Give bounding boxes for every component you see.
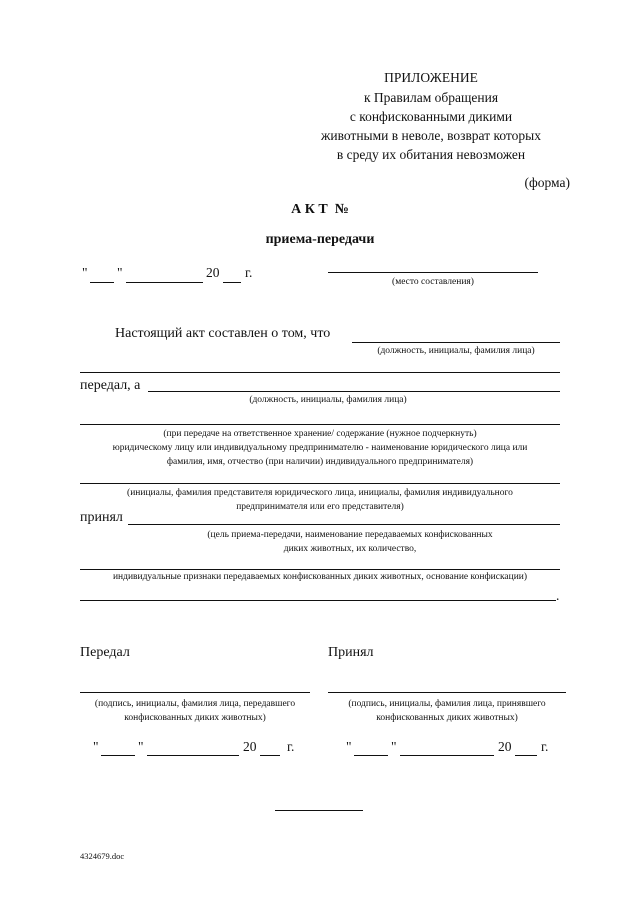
signature-right-title: Принял xyxy=(328,645,374,660)
date-quote-open: " xyxy=(93,739,99,754)
appendix-line: с конфискованными дикими xyxy=(349,109,513,124)
legal-entity-field[interactable] xyxy=(80,424,560,425)
act-subtitle: приема-передачи xyxy=(265,232,375,247)
form-label: (форма) xyxy=(524,175,570,190)
date-quote-close: " xyxy=(138,739,144,754)
final-field[interactable] xyxy=(80,600,556,601)
end-dot: . xyxy=(556,588,560,603)
date-day-field[interactable] xyxy=(101,755,135,756)
footer-filename: 4324679.doc xyxy=(80,851,125,861)
representative-field[interactable] xyxy=(80,483,560,484)
date-year-prefix: 20 xyxy=(498,739,512,754)
date-quote-open: " xyxy=(346,739,352,754)
date-year-suffix: г. xyxy=(541,739,549,754)
position-name-caption: (должность, инициалы, фамилия лица) xyxy=(377,346,535,356)
date-day-field[interactable] xyxy=(90,282,114,283)
blank-line[interactable] xyxy=(80,372,560,373)
date-year-field[interactable] xyxy=(515,755,537,756)
transfer-caption-line: фамилия, имя, отчество (при наличии) индивидуального предпринимателя) xyxy=(166,457,474,467)
date-month-field[interactable] xyxy=(126,282,203,283)
signature-right-caption xyxy=(328,697,566,725)
appendix-line: в среду их обитания невозможен xyxy=(336,147,526,162)
signature-right-field[interactable] xyxy=(328,692,566,693)
accepted-field[interactable] xyxy=(128,524,560,525)
signature-left-field[interactable] xyxy=(80,692,310,693)
purpose-caption-line: диких животных, их количество, xyxy=(283,544,417,554)
date-quote-open: " xyxy=(82,265,88,280)
purpose-caption-line: (цель приема-передачи, наименование передаваемых конфискованных xyxy=(207,530,493,540)
transfer-caption xyxy=(80,427,560,469)
date-month-field[interactable] xyxy=(400,755,494,756)
signature-left-caption-line: конфискованных диких животных) xyxy=(124,713,266,723)
appendix-line: к Правилам обращения xyxy=(363,90,499,105)
features-field[interactable] xyxy=(80,569,560,570)
bottom-divider xyxy=(275,810,363,811)
purpose-caption xyxy=(150,528,550,556)
recipient-field[interactable] xyxy=(148,391,560,392)
date-day-field[interactable] xyxy=(354,755,388,756)
signature-left-caption-line: (подпись, инициалы, фамилия лица, передавшего xyxy=(94,699,296,709)
date-year-suffix: г. xyxy=(245,265,253,280)
position-name-field[interactable] xyxy=(352,342,560,343)
signature-left-title: Передал xyxy=(80,645,130,660)
representative-caption xyxy=(80,486,560,514)
place-field[interactable] xyxy=(328,272,538,273)
date-year-prefix: 20 xyxy=(206,265,220,280)
intro-text: Настоящий акт составлен о том, что xyxy=(115,326,331,341)
signature-right-caption-line: конфискованных диких животных) xyxy=(376,713,518,723)
place-caption: (место составления) xyxy=(392,277,474,287)
date-year-field[interactable] xyxy=(223,282,241,283)
transferred-label: передал, а xyxy=(80,378,141,393)
signature-left-caption xyxy=(80,697,310,725)
date-quote-close: " xyxy=(117,265,123,280)
act-title: А К Т № xyxy=(291,202,349,217)
position-name-caption-2: (должность, инициалы, фамилия лица) xyxy=(249,395,407,405)
date-quote-close: " xyxy=(391,739,397,754)
date-year-suffix: г. xyxy=(287,739,295,754)
date-month-field[interactable] xyxy=(147,755,239,756)
signature-right-caption-line: (подпись, инициалы, фамилия лица, принявшего xyxy=(348,699,546,709)
transfer-caption-line: (при передаче на ответственное хранение/ содержание (нужное подчеркнуть) xyxy=(163,429,477,439)
appendix-line: животными в неволе, возврат которых xyxy=(321,128,541,143)
date-year-field[interactable] xyxy=(260,755,280,756)
appendix-title: ПРИЛОЖЕНИЕ xyxy=(384,70,478,85)
features-caption: индивидуальные признаки передаваемых конфискованных диких животных, основание конфискации) xyxy=(112,572,528,582)
date-year-prefix: 20 xyxy=(243,739,257,754)
representative-caption-line: предпринимателя или его представителя) xyxy=(236,502,404,512)
representative-caption-line: (инициалы, фамилия представителя юридического лица, инициалы, фамилия индивидуального xyxy=(127,488,513,498)
transfer-caption-line: юридическому лицу или индивидуальному предпринимателю - наименование юридического лица или xyxy=(112,443,528,453)
accepted-label: принял xyxy=(80,510,123,525)
